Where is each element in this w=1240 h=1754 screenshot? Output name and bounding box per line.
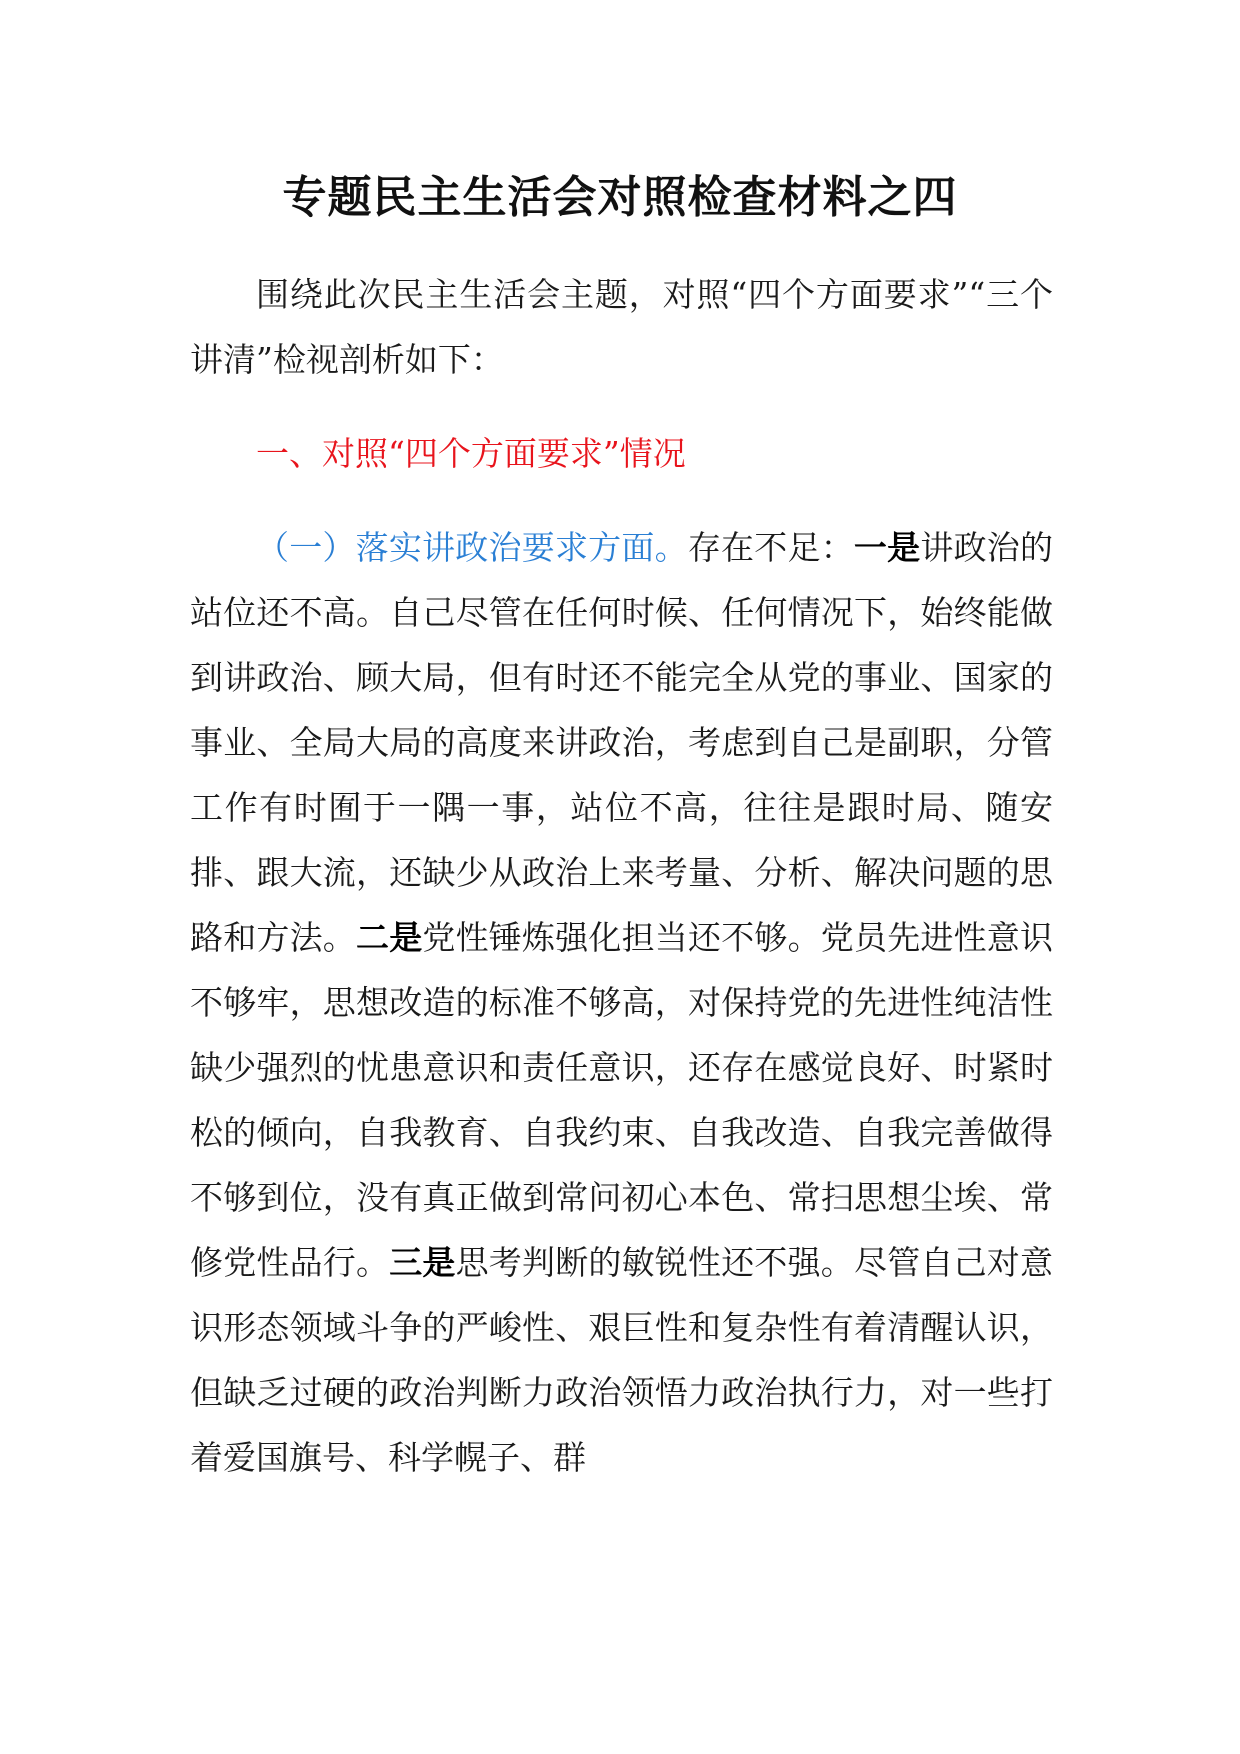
point-text-3: 思考判断的敏锐性还不强。尽管自己对意识形态领域斗争的严峻性、艰巨性和复杂性有着清醒认识，但缺乏过硬的政治判断力政治领悟力政治执行力，对一些打着爱国旗号、科学幌子、群: [190, 1243, 1054, 1477]
sub-heading: （一）落实讲政治要求方面。: [256, 528, 688, 567]
point-marker-2: 二是: [356, 918, 423, 957]
point-marker-3: 三是: [389, 1243, 456, 1282]
point-marker-1: 一是: [853, 528, 921, 567]
intro-paragraph: 围绕此次民主生活会主题，对照“四个方面要求”“三个讲清”检视剖析如下：: [190, 275, 1053, 379]
section-1-paragraph: [190, 515, 1053, 1490]
point-text-2: 党性锤炼强化担当还不够。党员先进性意识不够牢，思想改造的标准不够高，对保持党的先进性纯洁性缺少强烈的忧患意识和责任意识，还存在感觉良好、时紧时松的倾向，自我教育、自我约束、自我改造、自我完善做得不够到位，没有真正做到常问初心本色、常扫思想尘埃、常修党性品行。: [190, 918, 1054, 1282]
point-text-1: 讲政治的站位还不高。自己尽管在任何时候、任何情况下，始终能做到讲政治、顾大局，但有时还不能完全从党的事业、国家的事业、全局大局的高度来讲政治，考虑到自己是副职，分管工作有时囿于一隅一事，站位不高，往往是跟时局、随安排、跟大流，还缺少从政治上来考量、分析、解决问题的思路和方法。: [190, 528, 1054, 957]
document-title: 专题民主生活会对照检查材料之四: [282, 172, 958, 223]
section-heading: 一、对照“四个方面要求”情况: [256, 434, 686, 473]
lead-text: 存在不足：: [687, 528, 854, 567]
